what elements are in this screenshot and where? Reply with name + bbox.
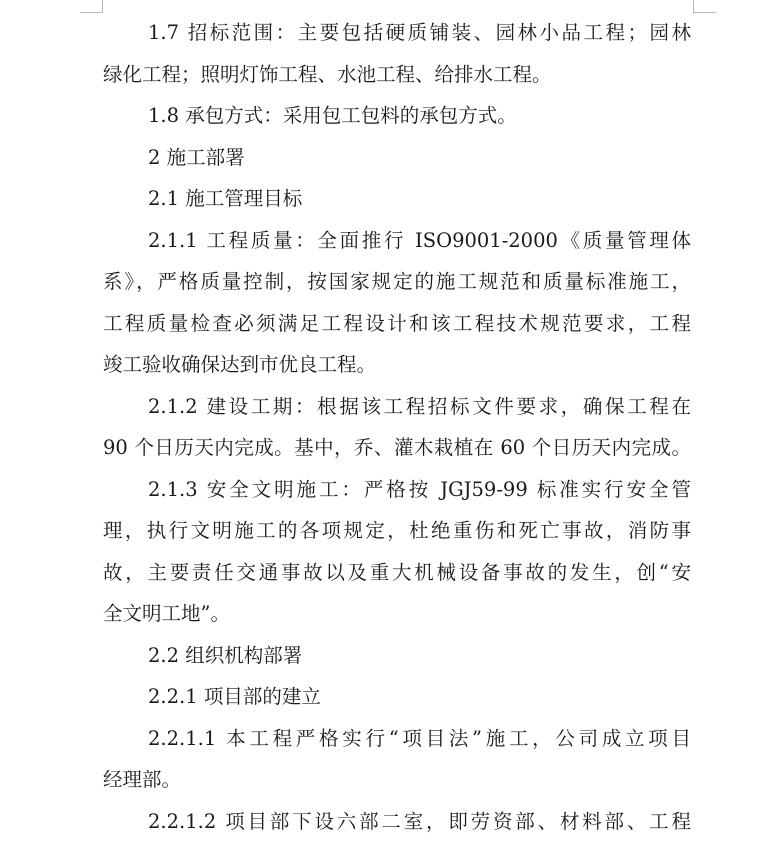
text-line-14: 故，主要责任交通事故以及重大机械设备事故的发生，创“安 — [103, 552, 691, 594]
text-line-3: 1.8 承包方式：采用包工包料的承包方式。 — [103, 95, 691, 137]
text-line-11: 90 个日历天内完成。基中，乔、灌木栽植在 60 个日历天内完成。 — [103, 427, 691, 469]
text-line-19: 经理部。 — [103, 759, 691, 801]
text-line-1: 1.7 招标范围：主要包括硬质铺装、园林小品工程；园林 — [103, 12, 691, 54]
text-line-8: 工程质量检查必须满足工程设计和该工程技术规范要求，工程 — [103, 303, 691, 345]
text-line-15: 全文明工地”。 — [103, 593, 691, 635]
text-line-9: 竣工验收确保达到市优良工程。 — [103, 344, 691, 386]
text-line-20: 2.2.1.2 项目部下设六部二室，即劳资部、材料部、工程 — [103, 801, 691, 842]
section-heading-2-1: 2.1 施工管理目标 — [103, 178, 691, 220]
section-heading-2-2: 2.2 组织机构部署 — [103, 635, 691, 677]
text-line-7: 系》，严格质量控制，按国家规定的施工规范和质量标准施工， — [103, 261, 691, 303]
text-line-12: 2.1.3 安全文明施工：严格按 JGJ59-99 标准实行安全管 — [103, 469, 691, 511]
text-line-13: 理，执行文明施工的各项规定，杜绝重伤和死亡事故，消防事 — [103, 510, 691, 552]
text-line-18: 2.2.1.1 本工程严格实行“项目法”施工，公司成立项目 — [103, 718, 691, 760]
page-corner-mark-left — [80, 0, 103, 13]
text-line-2: 绿化工程；照明灯饰工程、水池工程、给排水工程。 — [103, 54, 691, 96]
text-line-6: 2.1.1 工程质量：全面推行 ISO9001-2000《质量管理体 — [103, 220, 691, 262]
page-corner-mark-right — [693, 0, 716, 13]
text-line-10: 2.1.2 建设工期：根据该工程招标文件要求，确保工程在 — [103, 386, 691, 428]
document-body — [103, 12, 691, 842]
section-heading-2-2-1: 2.2.1 项目部的建立 — [103, 676, 691, 718]
section-heading-2: 2 施工部署 — [103, 137, 691, 179]
